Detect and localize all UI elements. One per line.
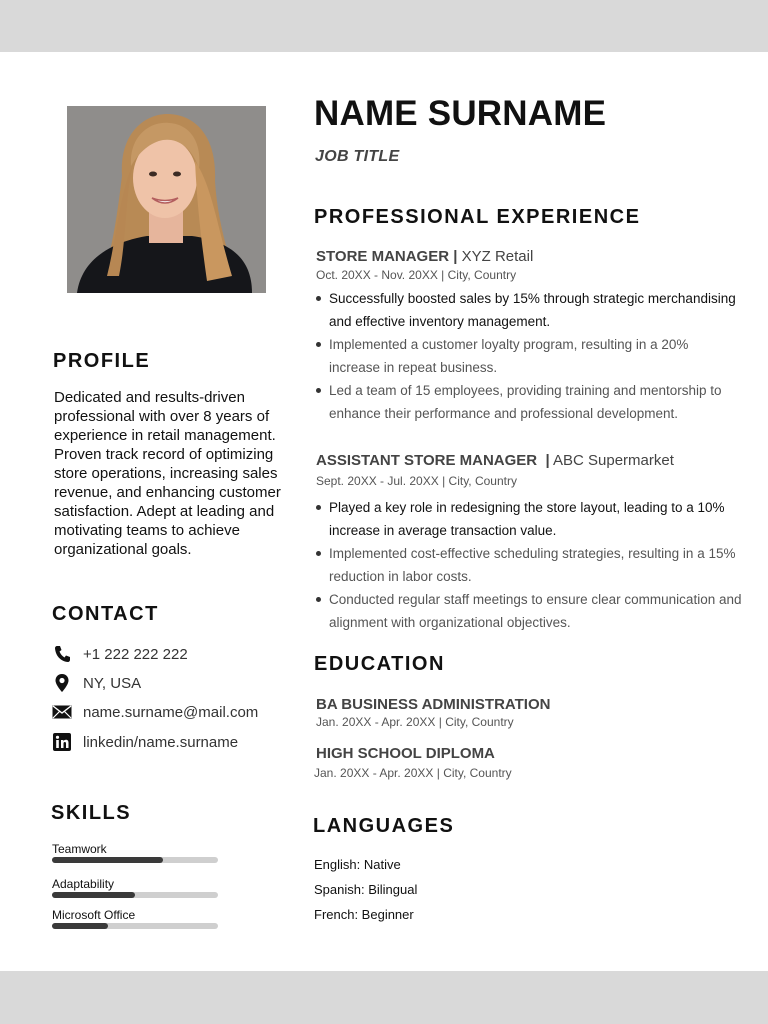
job-2-company: ABC Supermarket: [549, 452, 674, 469]
education-2-dates: Jan. 20XX - Apr. 20XX | City, Country: [314, 766, 512, 780]
location-text: NY, USA: [83, 674, 142, 692]
list-item: Conducted regular staff meetings to ensure clear communication and alignment with organizational objectives.: [313, 588, 743, 634]
skill-bar-fill: [52, 892, 135, 898]
phone-icon: [52, 644, 72, 664]
job-1-role: [316, 248, 533, 265]
contact-location: [52, 672, 141, 694]
email-text[interactable]: name.surname@mail.com: [83, 703, 259, 721]
contact-linkedin: [52, 731, 238, 753]
language-english: English: Native: [314, 857, 401, 872]
contact-email: [52, 701, 258, 723]
language-french: French: Beginner: [314, 907, 414, 922]
job-2-role: [316, 452, 674, 469]
education-2-degree: HIGH SCHOOL DIPLOMA: [316, 745, 495, 762]
education-heading: EDUCATION: [314, 653, 445, 675]
language-spanish: Spanish: Bilingual: [314, 882, 418, 897]
phone-text[interactable]: +1 222 222 222: [83, 645, 188, 663]
skill-microsoft-office: [52, 908, 218, 929]
location-pin-icon: [52, 673, 72, 693]
linkedin-icon: [52, 732, 72, 752]
skill-bar-track: [52, 923, 218, 929]
profile-photo: [67, 106, 266, 293]
bottom-band: [0, 971, 768, 1024]
education-1-degree: BA BUSINESS ADMINISTRATION: [316, 696, 551, 713]
top-band: [0, 0, 768, 52]
skill-bar-fill: [52, 857, 163, 863]
job-2-bullets: [313, 496, 743, 634]
list-item: Implemented cost-effective scheduling strategies, resulting in a 15% reduction in labor costs.: [313, 542, 743, 588]
skill-label: Microsoft Office: [52, 908, 136, 922]
job-title: JOB TITLE: [315, 148, 400, 165]
mail-icon: [52, 702, 72, 722]
skills-heading: SKILLS: [51, 802, 132, 824]
skill-bar-track: [52, 892, 218, 898]
job-1-bullets: [313, 287, 743, 425]
contact-phone: [52, 643, 188, 665]
linkedin-text[interactable]: linkedin/name.surname: [83, 733, 239, 751]
list-item: Successfully boosted sales by 15% through strategic merchandising and effective inventory management.: [313, 287, 743, 333]
contact-heading: CONTACT: [52, 603, 159, 625]
candidate-name: NAME SURNAME: [314, 94, 607, 133]
profile-heading: PROFILE: [53, 350, 151, 372]
skill-bar-fill: [52, 923, 108, 929]
list-item: Played a key role in redesigning the store layout, leading to a 10% increase in average transaction value.: [313, 496, 743, 542]
experience-heading: PROFESSIONAL EXPERIENCE: [314, 206, 641, 228]
job-1-company: XYZ Retail: [457, 248, 534, 265]
education-1-dates: Jan. 20XX - Apr. 20XX | City, Country: [316, 715, 514, 729]
skill-label: Adaptability: [52, 877, 115, 891]
job-2-position: ASSISTANT STORE MANAGER |: [316, 452, 550, 469]
job-2-dates: Sept. 20XX - Jul. 20XX | City, Country: [316, 474, 517, 488]
job-1-dates: Oct. 20XX - Nov. 20XX | City, Country: [316, 268, 517, 282]
skill-teamwork: [52, 842, 218, 863]
list-item: Led a team of 15 employees, providing training and mentorship to enhance their performance and professional development.: [313, 379, 743, 425]
skill-bar-track: [52, 857, 218, 863]
profile-summary: Dedicated and results-driven professional with over 8 years of experience in retail management. Proven track record of optimizing store operations, increasing sales revenue, and enhancing customer satisfaction. Adept at leading and motivating teams to achieve organizational goals.: [54, 389, 281, 558]
languages-heading: LANGUAGES: [313, 815, 455, 837]
job-1-position: STORE MANAGER |: [316, 248, 458, 265]
skill-adaptability: [52, 877, 218, 898]
list-item: Implemented a customer loyalty program, resulting in a 20% increase in repeat business.: [313, 333, 743, 379]
skill-label: Teamwork: [52, 842, 107, 856]
